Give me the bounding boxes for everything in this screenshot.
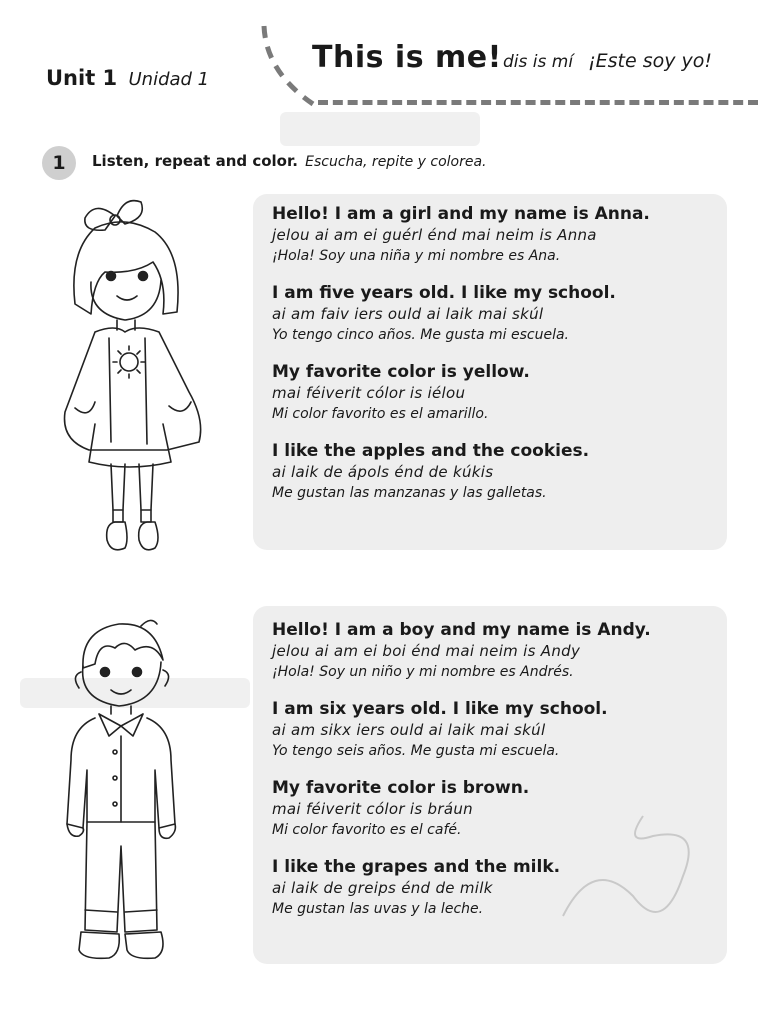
english-line: Hello! I am a girl and my name is Anna.	[272, 204, 650, 224]
unit-label-es: Unidad 1	[128, 69, 210, 90]
spanish-line: Mi color favorito es el café.	[272, 822, 462, 838]
english-line: I am five years old. I like my school.	[272, 283, 616, 303]
unit-label-en: Unit 1	[46, 66, 118, 90]
paragraph	[272, 362, 530, 425]
page-title: This is me!	[312, 40, 502, 75]
dashed-banner-line	[318, 100, 758, 105]
exercise-instruction	[92, 152, 486, 170]
phonetic-line: jelou ai am ei boi énd mai neim is Andy	[272, 642, 581, 660]
paragraph	[272, 441, 589, 504]
phonetic-line: ai laik de greips énd de milk	[272, 879, 493, 897]
instruction-es: Escucha, repite y colorea.	[305, 154, 487, 170]
boy-illustration	[55, 610, 205, 972]
english-line: I am six years old. I like my school.	[272, 699, 608, 719]
unit-label	[46, 66, 209, 90]
exercise-number: 1	[52, 152, 66, 174]
spanish-line: Yo tengo seis años. Me gusta mi escuela.	[272, 743, 560, 759]
phonetic-line: jelou ai am ei guérl énd mai neim is Anna	[272, 226, 597, 244]
paragraph	[272, 204, 650, 267]
instruction-en: Listen, repeat and color.	[92, 152, 298, 170]
phonetic-line: ai am sikx iers ould ai laik mai skúl	[272, 721, 546, 739]
phonetic-line: mai féiverit cólor is bráun	[272, 800, 473, 818]
dashed-banner-curve	[258, 22, 318, 117]
girl-illustration	[55, 192, 215, 560]
exercise-number-badge	[42, 146, 76, 180]
english-line: I like the apples and the cookies.	[272, 441, 590, 461]
decorative-squiggle	[553, 796, 713, 946]
spanish-line: Mi color favorito es el amarillo.	[272, 406, 489, 422]
paragraph	[272, 620, 651, 683]
paragraph	[272, 778, 529, 841]
page-title-spanish: ¡Este soy yo!	[588, 50, 712, 72]
paragraph	[272, 283, 616, 346]
english-line: My favorite color is brown.	[272, 778, 530, 798]
phonetic-line: ai laik de ápols énd de kúkis	[272, 463, 494, 481]
spanish-line: Me gustan las uvas y la leche.	[272, 901, 484, 917]
page-title-phonetic: dis is mí	[503, 52, 574, 72]
bleed-through-shape	[280, 112, 480, 146]
english-line: My favorite color is yellow.	[272, 362, 530, 382]
paragraph	[272, 699, 608, 762]
spanish-line: ¡Hola! Soy una niña y mi nombre es Ana.	[272, 248, 561, 264]
english-line: I like the grapes and the milk.	[272, 857, 561, 877]
english-line: Hello! I am a boy and my name is Andy.	[272, 620, 651, 640]
phonetic-line: mai féiverit cólor is iélou	[272, 384, 466, 402]
girl-text-box	[253, 194, 727, 550]
phonetic-line: ai am faiv iers ould ai laik mai skúl	[272, 305, 544, 323]
paragraph	[272, 857, 560, 920]
spanish-line: ¡Hola! Soy un niño y mi nombre es Andrés.	[272, 664, 574, 680]
spanish-line: Me gustan las manzanas y las galletas.	[272, 485, 547, 501]
boy-text-box	[253, 606, 727, 964]
spanish-line: Yo tengo cinco años. Me gusta mi escuela.	[272, 327, 569, 343]
